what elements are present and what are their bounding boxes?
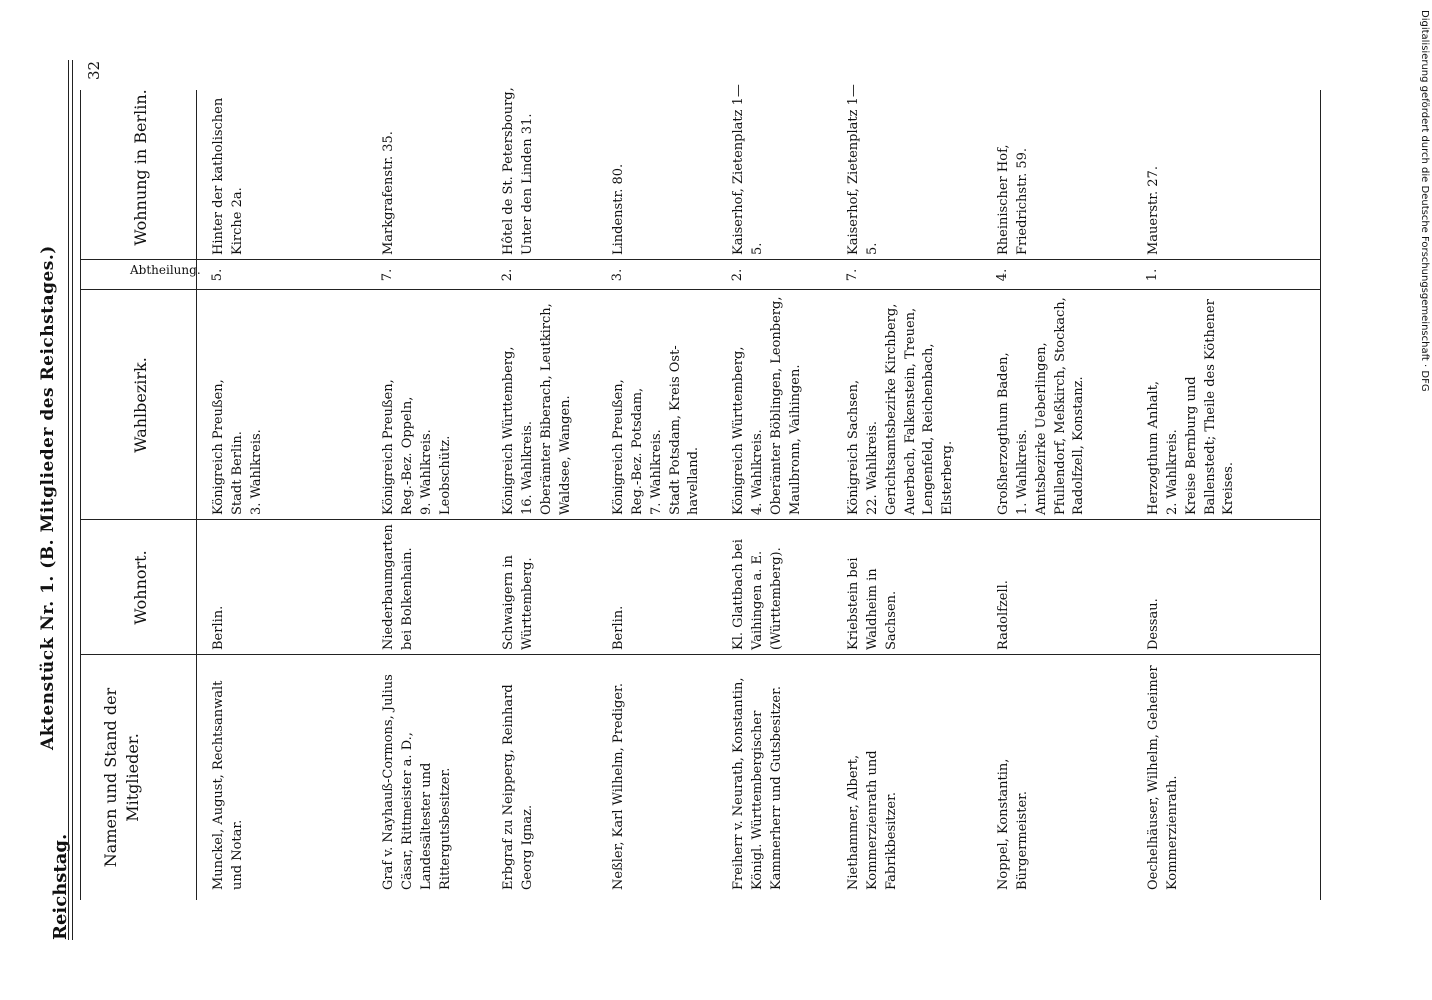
cell-name: Erbgraf zu Neipperg, Reinhard Georg Ignaz. xyxy=(501,684,535,890)
cell-district: Königreich Preußen, Reg.-Bez. Potsdam, 7. Wahlkreis. Stadt Potsdam, Kreis Ost-havelland. xyxy=(611,345,702,515)
cell-division: 4. xyxy=(995,268,1010,282)
cell-berlin: Hôtel de St. Petersbourg, Unter den Linden 31. xyxy=(501,87,535,255)
table-head-rule xyxy=(196,90,197,900)
cell-residence: Kriebstein bei Waldheim in Sachsen. xyxy=(846,557,899,650)
cell-name: Munckel, August, Rechtsanwalt und Notar. xyxy=(211,680,245,890)
table-bottom-rule xyxy=(1320,90,1321,900)
cell-residence: Schwaigern in Württemberg. xyxy=(501,555,535,650)
header-rule xyxy=(68,60,69,940)
cell-division: 3. xyxy=(610,268,625,282)
header-rule-2 xyxy=(72,60,73,940)
table-top-rule xyxy=(80,90,81,900)
cell-berlin: Mauerstr. 27. xyxy=(1146,166,1161,255)
cell-berlin: Hinter der katholischen Kirche 2a. xyxy=(211,97,245,255)
cell-name: Oechelhäuser, Wilhelm, Geheimer Kommerzienrath. xyxy=(1146,665,1180,890)
page-number: 32 xyxy=(85,60,103,80)
cell-residence: Dessau. xyxy=(1146,598,1161,650)
col-header-residence: Wohnort. xyxy=(131,550,150,625)
cell-residence: Kl. Glattbach bei Vaihingen a. E. (Württemberg). xyxy=(731,539,784,650)
col-header-division: Abtheilung. xyxy=(130,263,201,277)
cell-district: Königreich Württemberg, 16. Wahlkreis. Oberämter Biberach, Leutkirch, Waldsee, Wangen. xyxy=(501,303,573,515)
cell-division: 2. xyxy=(730,268,745,282)
col-header-name: Namen und Stand der Mitglieder. xyxy=(101,687,142,868)
cell-name: Neßler, Karl Wilhelm, Prediger. xyxy=(611,683,626,890)
cell-district: Königreich Preußen, Stadt Berlin. 3. Wahlkreis. xyxy=(211,379,264,515)
cell-division: 2. xyxy=(500,268,515,282)
cell-name: Niethammer, Albert, Kommerzienrath und Fabrikbesitzer. xyxy=(846,750,899,890)
header-left: Reichstag. xyxy=(50,833,71,940)
cell-name: Noppel, Konstantin, Bürgermeister. xyxy=(996,758,1030,890)
cell-district: Königreich Württemberg, 4. Wahlkreis. Oberämter Böblingen, Leonberg, Maulbronn, Vaihingen. xyxy=(731,296,803,515)
cell-division: 7. xyxy=(845,268,860,282)
cell-division: 5. xyxy=(210,268,225,282)
cell-residence: Berlin. xyxy=(211,605,226,650)
cell-name: Freiherr v. Neurath, Konstantin, Königl. Württembergischer Kammerherr und Gutsbesitzer. xyxy=(731,677,784,890)
col-sep-1 xyxy=(80,654,1320,655)
cell-division: 1. xyxy=(1145,268,1160,282)
sponsor-note xyxy=(1412,10,1430,990)
cell-name: Graf v. Nayhauß-Cormons, Julius Cäsar, Rittmeister a. D., Landesältester und Rittergutsbesitzer. xyxy=(381,674,453,890)
cell-berlin: Rheinischer Hof, Friedrichstr. 59. xyxy=(996,144,1030,255)
cell-residence: Radolfzell. xyxy=(996,580,1011,650)
cell-berlin: Kaiserhof, Zietenplatz 1—5. xyxy=(731,84,765,255)
cell-district: Herzogthum Anhalt, 2. Wahlkreis. Kreise Bernburg und Ballenstedt; Theile des Köthener Kreises. xyxy=(1146,299,1237,515)
col-header-berlin: Wohnung in Berlin. xyxy=(131,89,150,246)
header-title: Aktenstück Nr. 1. (B. Mitglieder des Reichstages.) xyxy=(38,245,58,750)
cell-residence: Berlin. xyxy=(611,605,626,650)
cell-district: Königreich Sachsen, 22. Wahlkreis. Gerichtsamtsbezirke Kirchberg, Auerbach, Falkenstein, Treuen, Lengenfeld, Reichenbach, Elsterberg. xyxy=(846,303,956,515)
cell-district: Königreich Preußen, Reg.-Bez. Oppeln, 9. Wahlkreis. Leobschütz. xyxy=(381,379,453,515)
col-header-district: Wahlbezirk. xyxy=(131,357,150,453)
cell-berlin: Kaiserhof, Zietenplatz 1—5. xyxy=(846,84,880,255)
cell-residence: Niederbaumgarten bei Bolkenhain. xyxy=(381,524,415,650)
cell-division: 7. xyxy=(380,268,395,282)
col-sep-3 xyxy=(80,289,1320,290)
col-sep-4 xyxy=(80,259,1320,260)
cell-berlin: Markgrafenstr. 35. xyxy=(381,131,396,255)
col-sep-2 xyxy=(80,519,1320,520)
sponsor-text: Digitalisierung gefördert durch die Deutsche Forschungsgemeinschaft · DFG xyxy=(1419,10,1430,392)
cell-district: Großherzogthum Baden, 1. Wahlkreis. Amtsbezirke Ueberlingen, Pfullendorf, Meßkirch, Stockach, Radolfzell, Konstanz. xyxy=(996,297,1087,515)
cell-berlin: Lindenstr. 80. xyxy=(611,163,626,255)
